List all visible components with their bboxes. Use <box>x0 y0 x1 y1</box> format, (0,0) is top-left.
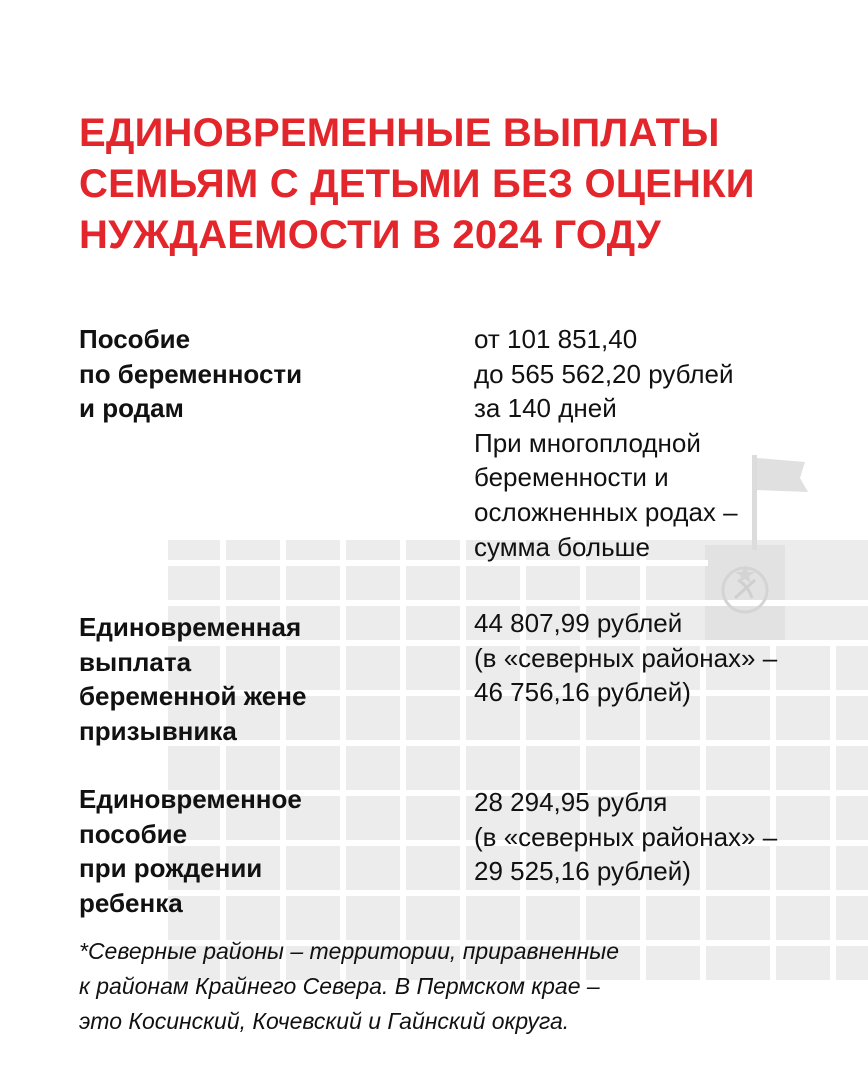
value-line: сумма больше <box>474 531 650 562</box>
label-line: беременной жене <box>79 681 307 712</box>
label-line: Пособие <box>79 324 191 354</box>
footnote-line: к районам Крайнего Севера. В Пермском крае – <box>79 973 600 999</box>
title-line: НУЖДАЕМОСТИ В 2024 ГОДУ <box>79 213 661 257</box>
footnote-line: *Северные районы – территории, приравненные <box>79 938 619 964</box>
benefit-value <box>474 606 854 710</box>
value-line: до 565 562,20 рублей <box>474 358 734 389</box>
value-line: (в «северных районах» – <box>474 821 778 852</box>
title-line: ЕДИНОВРЕМЕННЫЕ ВЫПЛАТЫ <box>79 111 720 155</box>
label-line: выплата <box>79 646 192 677</box>
value-line: 29 525,16 рублей) <box>474 856 691 887</box>
label-line: при рождении <box>79 853 263 884</box>
label-line: и родам <box>79 393 184 424</box>
footnote-line: это Косинский, Кочевский и Гайнский округа. <box>79 1008 570 1034</box>
value-line: 44 807,99 рублей <box>474 608 683 638</box>
benefit-label <box>79 610 409 748</box>
value-line: (в «северных районах» – <box>474 642 778 673</box>
footnote <box>79 934 839 1039</box>
label-line: Единовременная <box>79 612 302 642</box>
value-line: осложненных родах – <box>474 496 738 527</box>
benefit-label <box>79 322 409 426</box>
title-line: СЕМЬЯМ С ДЕТЬМИ БЕЗ ОЦЕНКИ <box>79 162 755 206</box>
value-line: от 101 851,40 <box>474 324 638 354</box>
label-line: призывника <box>79 715 237 746</box>
value-line: беременности и <box>474 462 669 493</box>
label-line: по беременности <box>79 358 303 389</box>
label-line: пособие <box>79 818 188 849</box>
value-line: за 140 дней <box>474 393 617 424</box>
benefit-label <box>79 782 409 920</box>
value-line: 46 756,16 рублей) <box>474 677 691 708</box>
page-title <box>79 108 839 261</box>
benefit-value <box>474 785 854 889</box>
label-line: ребенка <box>79 887 183 918</box>
label-line: Единовременное <box>79 784 302 814</box>
benefit-value <box>474 322 854 564</box>
value-line: 28 294,95 рубля <box>474 787 668 817</box>
value-line: При многоплодной <box>474 427 701 458</box>
